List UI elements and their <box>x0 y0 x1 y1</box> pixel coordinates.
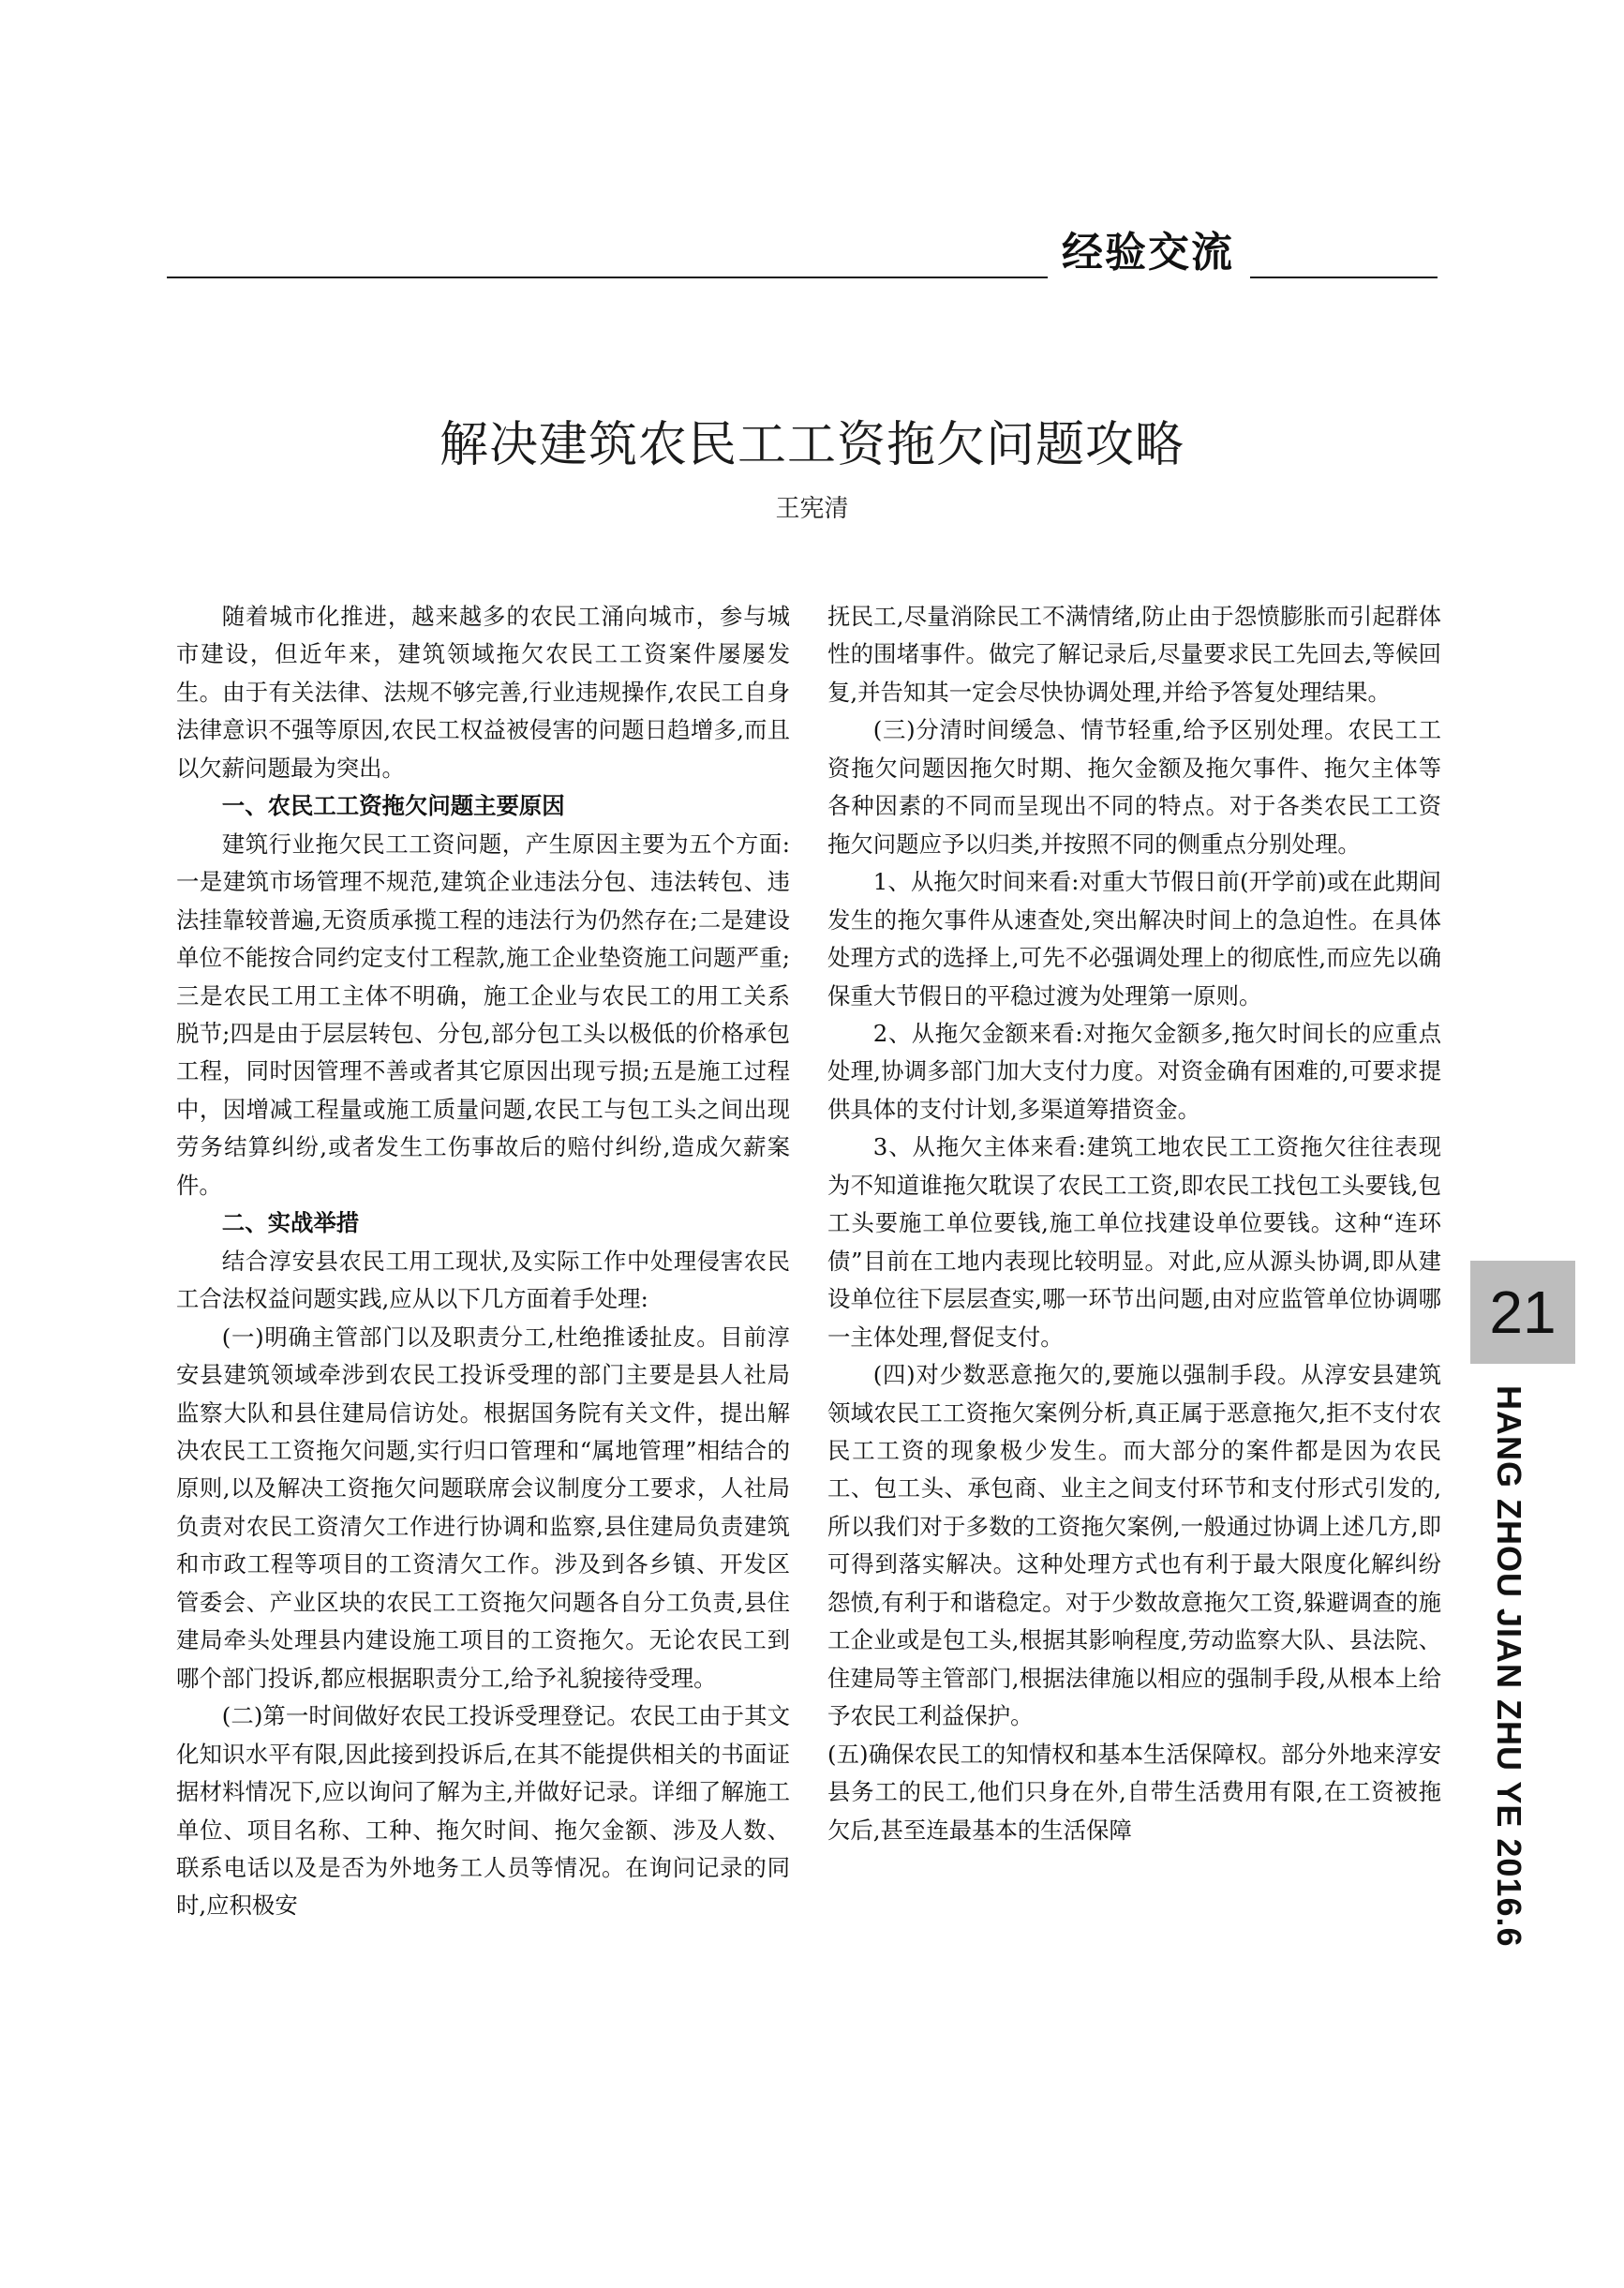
body-column-left <box>176 598 790 2229</box>
header-rule-right <box>1250 277 1438 278</box>
paragraph-continued: 抚民工,尽量消除民工不满情绪,防止由于怨愤膨胀而引起群体性的围堵事件。做完了解记录后,尽量要求民工先回去,等候回复,并告知其一定会尽快协调处理,并给予答复处理结果。 <box>827 603 1441 706</box>
paragraph: (三)分清时间缓急、情节轻重,给予区别处理。农民工工资拖欠问题因拖欠时期、拖欠金额及拖欠事件、拖欠主体等各种因素的不同而呈现出不同的特点。对于各类农民工工资拖欠问题应予以归类,并按照不同的侧重点分别处理。 <box>827 716 1441 858</box>
paragraph: 2、从拖欠金额来看:对拖欠金额多,拖欠时间长的应重点处理,协调多部门加大支付力度。对资金确有困难的,可要求提供具体的支付计划,多渠道筹措资金。 <box>827 1019 1441 1123</box>
author-name: 王宪清 <box>775 495 849 523</box>
paragraph: 建筑行业拖欠民工工资问题，产生原因主要为五个方面:一是建筑市场管理不规范,建筑企业违法分包、违法转包、违法挂靠较普遍,无资质承揽工程的违法行为仍然存在;二是建设单位不能按合同约定支付工程款,施工企业垫资施工问题严重;三是农民工用工主体不明确，施工企业与农民工的用工关系脱节;四是由于层层转包、分包,部分包工头以极低的价格承包工程，同时因管理不善或者其它原因出现亏损;五是施工过程中，因增减工程量或施工质量问题,农民工与包工头之间出现劳务结算纠纷,或者发生工伤事故后的赔付纠纷,造成欠薪案件。 <box>176 830 790 1199</box>
paragraph: (五)确保农民工的知情权和基本生活保障权。部分外地来淳安县务工的民工,他们只身在外,自带生活费用有限,在工资被拖欠后,甚至连最基本的生活保障 <box>827 1740 1441 1844</box>
body-column-right <box>827 598 1441 2229</box>
article-title: 解决建筑农民工工资拖欠问题攻略 <box>439 416 1184 473</box>
paragraph: (二)第一时间做好农民工投诉受理登记。农民工由于其文化知识水平有限,因此接到投诉后,在其不能提供相关的书面证据材料情况下,应以询问了解为主,并做好记录。详细了解施工单位、项目名称、工种、拖欠时间、拖欠金额、涉及人数、联系电话以及是否为外地务工人员等情况。在询问记录的同时,应积极安 <box>176 1702 790 1920</box>
paragraph: 3、从拖欠主体来看:建筑工地农民工工资拖欠往往表现为不知道谁拖欠耽误了农民工工资,即农民工找包工头要钱,包工头要施工单位要钱,施工单位找建设单位要钱。这种“连环债”目前在工地内表现比较明显。对此,应从源头协调,即从建设单位往下层层查实,哪一环节出问题,由对应监管单位协调哪一主体处理,督促支付。 <box>827 1133 1441 1351</box>
journal-name-vertical: HANG ZHOU JIAN ZHU YE 2016.6 <box>1490 1385 1528 1948</box>
section-label: 经验交流 <box>1062 229 1234 277</box>
paragraph: 随着城市化推进，越来越多的农民工涌向城市，参与城市建设，但近年来，建筑领域拖欠农民工工资案件屡屡发生。由于有关法律、法规不够完善,行业违规操作,农民工自身法律意识不强等原因,农民工权益被侵害的问题日趋增多,而且以欠薪问题最为突出。 <box>176 603 790 782</box>
section-heading: 一、农民工工资拖欠问题主要原因 <box>221 792 565 820</box>
paragraph: 结合淳安县农民工用工现状,及实际工作中处理侵害农民工合法权益问题实践,应从以下几方面着手处理: <box>176 1247 790 1313</box>
page-number: 21 <box>1470 1261 1575 1364</box>
paragraph: (一)明确主管部门以及职责分工,杜绝推诿扯皮。目前淳安县建筑领域牵涉到农民工投诉受理的部门主要是县人社局监察大队和县住建局信访处。根据国务院有关文件，提出解决农民工工资拖欠问题,实行归口管理和“属地管理”相结合的原则,以及解决工资拖欠问题联席会议制度分工要求，人社局负责对农民工资清欠工作进行协调和监察,县住建局负责建筑和市政工程等项目的工资清欠工作。涉及到各乡镇、开发区管委会、产业区块的农民工工资拖欠问题各自分工负责,县住建局牵头处理县内建设施工项目的工资拖欠。无论农民工到哪个部门投诉,都应根据职责分工,给予礼貌接待受理。 <box>176 1323 790 1692</box>
paragraph: (四)对少数恶意拖欠的,要施以强制手段。从淳安县建筑领域农民工工资拖欠案例分析,真正属于恶意拖欠,拒不支付农民工工资的现象极少发生。而大部分的案件都是因为农民工、包工头、承包商、业主之间支付环节和支付形式引发的,所以我们对于多数的工资拖欠案例,一般通过协调上述几方,即可得到落实解决。这种处理方式也有利于最大限度化解纠纷怨愤,有利于和谐稳定。对于少数故意拖欠工资,躲避调查的施工企业或是包工头,根据其影响程度,劳动监察大队、县法院、住建局等主管部门,根据法律施以相应的强制手段,从根本上给予农民工利益保护。 <box>827 1361 1441 1730</box>
section-heading: 二、实战举措 <box>221 1209 360 1237</box>
paragraph: 1、从拖欠时间来看:对重大节假日前(开学前)或在此期间发生的拖欠事件从速查处,突出解决时间上的急迫性。在具体处理方式的选择上,可先不必强调处理上的彻底性,而应先以确保重大节假日的平稳过渡为处理第一原则。 <box>827 868 1441 1009</box>
header-rule-left <box>167 277 1048 278</box>
